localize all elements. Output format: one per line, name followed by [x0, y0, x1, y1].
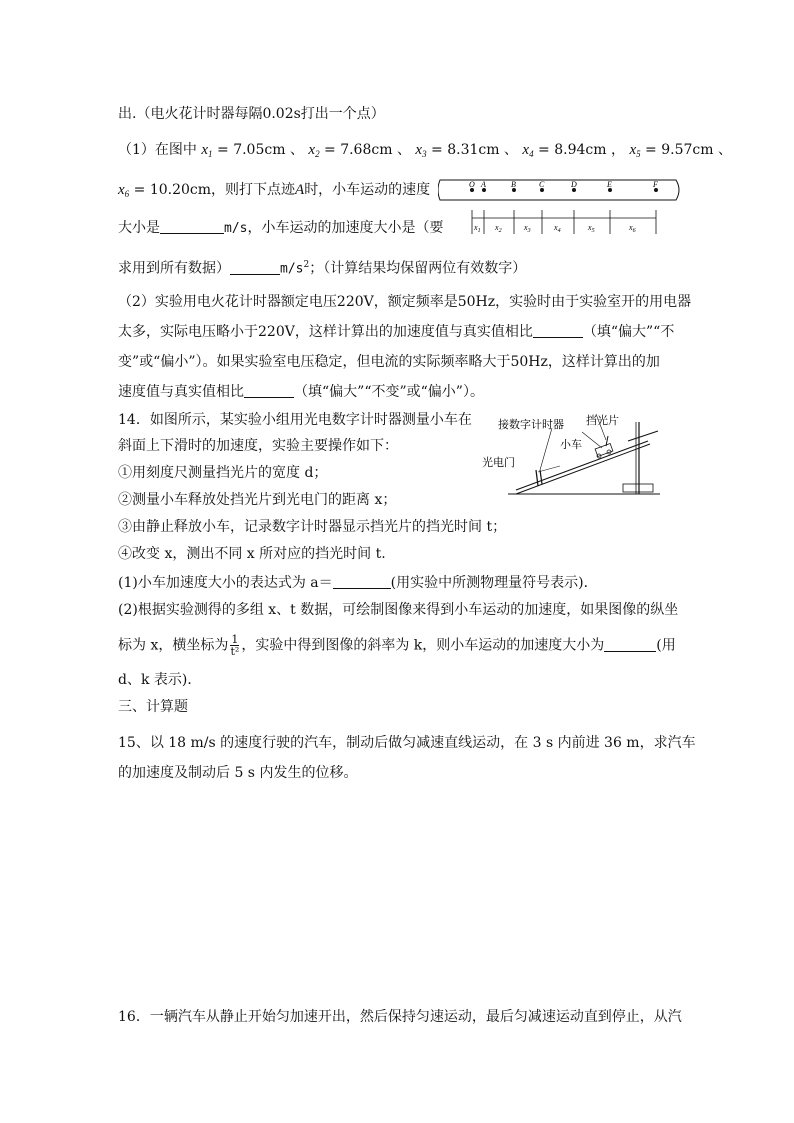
line2-tail2: 时，小车运动的速度: [304, 182, 431, 198]
p16-line1: [118, 1007, 682, 1027]
tape-segment-label-x1: $x_1$: [474, 223, 481, 234]
label-shade: 挡光片: [586, 415, 619, 427]
tape-point-label-E: E: [607, 180, 612, 189]
tape-segment-label-x6: $x_6$: [629, 223, 636, 234]
p14-l1: 14．如图所示，某实验小组用光电数字计时器测量小车在: [118, 412, 472, 428]
p16-l1: 16．一辆汽车从静止开始匀加速开出，然后保持匀速运动，最后匀减速运动直到停止，从汽: [118, 1009, 682, 1025]
x5-value: 9.57cm: [661, 142, 714, 158]
label-gate: 光电门: [482, 457, 515, 469]
p14-blank-2[interactable]: [604, 637, 656, 652]
p14-step1: [118, 463, 327, 483]
p15-l1: 15、以 18 m/s 的速度行驶的汽车，制动后做匀减速直线运动，在 3 s 内前进 36 m，求汽车: [118, 735, 696, 751]
p13-q2-l1: （2）实验用电火花计时器额定电压220V，额定频率是50Hz，实验时由于实验室开的用电器: [118, 294, 692, 310]
tape-point-label-O: O: [469, 180, 475, 189]
x6-value: 10.20cm: [149, 182, 212, 198]
p15-line2: [118, 763, 357, 783]
p13-q2-l2b: （填“偏大”“不: [582, 324, 675, 340]
p13-q2-l4a: 速度值与真实值相比: [118, 384, 244, 400]
point-a-label: A: [295, 182, 305, 198]
p14-s1: ①用刻度尺测量挡光片的宽度 d；: [118, 465, 328, 481]
p15-line1: [118, 733, 696, 753]
sep: 、: [718, 142, 732, 158]
p14-s3: ③由静止释放小车，记录数字计时器显示挡光片的挡光时间 t；: [118, 519, 507, 535]
p13-q2-l2a: 太多，实际电压略小于220V，这样计算出的加速度值与真实值相比: [118, 324, 533, 340]
p13-q2-l3: 变”或“偏小”）。如果实验室电压稳定，但电流的实际频率略大于50Hz，这样计算出的加: [118, 354, 660, 370]
paper-tape-figure: [438, 176, 686, 238]
label-timer: 接数字计时器: [498, 419, 564, 431]
p13-intro: [118, 104, 385, 124]
p13-q1-line3: [118, 218, 443, 239]
frac-den: t²: [230, 645, 240, 658]
p14-s4: ④改变 x，测出不同 x 所对应的挡光时间 t.: [118, 546, 386, 562]
tape-segment-label-x5: $x_5$: [588, 223, 595, 234]
line3b: ，小车运动的加速度大小是（要: [247, 220, 444, 236]
p14-step3: [118, 517, 506, 537]
p14-q1: [118, 573, 598, 593]
p14-line1: [118, 410, 472, 430]
label-car: 小车: [560, 439, 582, 451]
p13-q2-line2: [118, 322, 674, 342]
p14-q2-line1: [118, 600, 678, 620]
p13-intro-text: 出.（电火花计时器每隔0.02s打出一个点）: [118, 106, 385, 122]
tape-segment-label-x2: $x_2$: [495, 223, 502, 234]
tape-segment-label-x4: $x_4$: [554, 223, 561, 234]
p14-line2: [118, 436, 398, 456]
p14-blank-1[interactable]: [333, 574, 391, 589]
p14-q2l3: d、k 表示)．: [118, 672, 202, 688]
section-3-heading: [118, 697, 188, 717]
q2-blank-2[interactable]: [244, 383, 294, 398]
p14-l2: 斜面上下滑时的加速度，实验主要操作如下：: [118, 438, 398, 454]
p13-q1-prefix: （1）在图中: [118, 142, 197, 158]
p14-q2l2a: 标为 x，横坐标为: [118, 637, 229, 654]
p14-q2l2b: ，实验中得到图像的斜率为 k，则小车运动的加速度大小为: [241, 637, 605, 654]
p13-q2-line1: [118, 292, 691, 312]
tape-point-label-F: F: [653, 180, 658, 189]
q2-blank-1[interactable]: [533, 323, 583, 338]
tape-point-label-D: D: [571, 180, 577, 189]
p13-q2-l4b: （填“偏大”“不变”或“偏小”）。: [294, 384, 484, 400]
p14-q2l2c: (用: [656, 637, 676, 654]
p14-step2: [118, 490, 396, 510]
p13-q1-line1: （1）在图中 $x_1 = 7.05cm$ 、 $x_2 = 7.68cm$ 、 $x_3 = 8.31cm$ 、 $x_4 = 8.94cm$ ， $x_5 = 9.57cm$ 、: [118, 142, 732, 159]
tape-point-label-A: A: [481, 180, 486, 189]
p14-s2: ②测量小车释放处挡光片到光电门的距离 x；: [118, 492, 397, 508]
p15-l2: 的加速度及制动后 5 s 内发生的位移。: [118, 765, 358, 781]
p14-q2-line2: [118, 634, 676, 657]
line2-tail: ，则打下点迹: [211, 182, 296, 198]
x3-value: 8.31cm: [447, 142, 500, 158]
p14-q1a: (1)小车加速度大小的表达式为 a＝: [118, 575, 333, 591]
line3a: 大小是: [118, 220, 160, 236]
p13-q2-line3: [118, 352, 660, 372]
apparatus-figure: [478, 410, 678, 498]
tape-point-label-C: C: [539, 180, 545, 189]
sep: 、: [289, 142, 304, 158]
x2-value: 7.68cm: [340, 142, 393, 158]
section3-text: 三、计算题: [118, 699, 188, 715]
unit-v: m/s: [224, 221, 248, 236]
tape-segment-label-x3: $x_3$: [524, 223, 531, 234]
x1-value: 7.05cm: [233, 142, 286, 158]
p13-q1-line4: 求用到所有数据） $m/s^2$；（计算结果均保留两位有效数字）: [118, 260, 527, 277]
p13-q1-line2: $x_6 = 10.20cm$，则打下点迹A时，小车运动的速度: [118, 182, 431, 199]
fraction-1-over-t2: [230, 634, 239, 657]
p14-step4: [118, 544, 386, 564]
velocity-blank[interactable]: [160, 219, 224, 234]
frac-num: 1: [231, 633, 239, 646]
tape-point-label-B: B: [511, 180, 516, 189]
p14-q1b: (用实验中所测物理量符号表示)．: [390, 575, 598, 591]
line4b: ；（计算结果均保留两位有效数字）: [309, 260, 527, 277]
p14-q2-line3: [118, 670, 201, 690]
acceleration-blank[interactable]: [230, 260, 280, 275]
p14-q2l1: (2)根据实验测得的多组 x、t 数据，可绘制图像来得到小车运动的加速度，如果图像的纵坐: [118, 602, 679, 618]
line4a: 求用到所有数据）: [118, 260, 230, 277]
p13-q2-line4: [118, 382, 484, 402]
sep: 、: [396, 142, 411, 158]
x4-value: 8.94cm: [554, 142, 607, 158]
unit-a: m/s: [280, 261, 304, 277]
sep: 、: [503, 142, 518, 158]
